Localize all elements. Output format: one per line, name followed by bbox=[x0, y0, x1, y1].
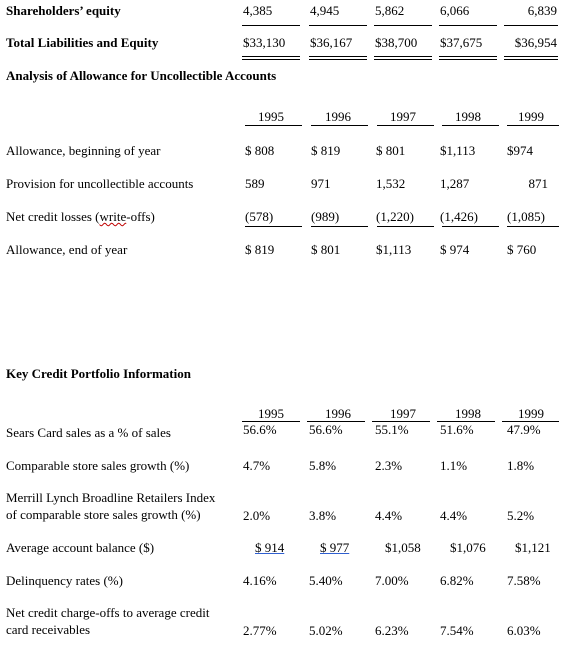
allowance-year-1997: 1997 bbox=[390, 109, 416, 124]
cell: 6.03% bbox=[507, 623, 541, 638]
rule bbox=[504, 25, 558, 26]
credit-year-1999: 1999 bbox=[518, 406, 544, 421]
cell: $ 760 bbox=[507, 242, 537, 257]
row-delinquency-rates: Delinquency rates (%) bbox=[6, 573, 123, 588]
cell: 1.8% bbox=[507, 458, 535, 473]
cell: 5.8% bbox=[309, 458, 337, 473]
double-rule bbox=[242, 56, 300, 60]
cell: 56.6% bbox=[309, 422, 343, 437]
cell: 2.0% bbox=[243, 508, 271, 523]
cell: $1,113 bbox=[376, 242, 412, 257]
cell: (1,085) bbox=[507, 209, 545, 224]
cell: 51.6% bbox=[440, 422, 474, 437]
row-allowance-beginning: Allowance, beginning of year bbox=[6, 143, 161, 158]
cell: 2.3% bbox=[375, 458, 403, 473]
cell: $1,076 bbox=[450, 540, 486, 555]
row-allowance-end: Allowance, end of year bbox=[6, 242, 128, 257]
rule bbox=[309, 25, 367, 26]
cell: 7.00% bbox=[375, 573, 409, 588]
equity-1996: 4,945 bbox=[310, 3, 340, 18]
cell: 6.23% bbox=[375, 623, 409, 638]
cell: 3.8% bbox=[309, 508, 337, 523]
rule bbox=[439, 25, 497, 26]
cell: 7.58% bbox=[507, 573, 541, 588]
row-merrill-lynch-line2: of comparable store sales growth (%) bbox=[6, 507, 201, 522]
cell: 47.9% bbox=[507, 422, 541, 437]
cell: 971 bbox=[311, 176, 331, 191]
double-rule bbox=[374, 56, 432, 60]
credit-year-1996: 1996 bbox=[325, 406, 351, 421]
spelling-mark: write bbox=[99, 209, 127, 224]
cell: 5.2% bbox=[507, 508, 535, 523]
allowance-year-1999: 1999 bbox=[518, 109, 544, 124]
cell: 871 bbox=[528, 176, 548, 191]
cell: $974 bbox=[507, 143, 533, 158]
cell: 6.82% bbox=[440, 573, 474, 588]
rule bbox=[245, 226, 302, 227]
equity-1998: 6,066 bbox=[440, 3, 470, 18]
rule bbox=[242, 25, 300, 26]
rule bbox=[311, 226, 368, 227]
row-net-credit-losses: Net credit losses (write-offs) bbox=[6, 209, 155, 224]
cell: $ 801 bbox=[376, 143, 406, 158]
allowance-year-1995: 1995 bbox=[258, 109, 284, 124]
cell: 1.1% bbox=[440, 458, 468, 473]
cell: $ 808 bbox=[245, 143, 275, 158]
equity-1997: 5,862 bbox=[375, 3, 405, 18]
allowance-year-1996: 1996 bbox=[325, 109, 351, 124]
row-average-account-balance: Average account balance ($) bbox=[6, 540, 155, 555]
cell: 4.4% bbox=[375, 508, 403, 523]
allowance-year-1998: 1998 bbox=[455, 109, 481, 124]
rule bbox=[377, 226, 434, 227]
row-merrill-lynch-line1: Merrill Lynch Broadline Retailers Index bbox=[6, 490, 216, 505]
cell: 56.6% bbox=[243, 422, 277, 437]
cell: (989) bbox=[311, 209, 340, 224]
cell: $1,058 bbox=[385, 540, 421, 555]
row-provision: Provision for uncollectible accounts bbox=[6, 176, 194, 191]
credit-year-1995: 1995 bbox=[258, 406, 284, 421]
rule bbox=[442, 226, 499, 227]
double-rule bbox=[504, 56, 558, 60]
rule bbox=[507, 125, 559, 126]
cell: $ 974 bbox=[440, 242, 470, 257]
total-1997: $38,700 bbox=[375, 35, 418, 50]
equity-1999: 6,839 bbox=[527, 3, 557, 18]
row-sears-card-sales: Sears Card sales as a % of sales bbox=[6, 425, 171, 440]
credit-year-1997: 1997 bbox=[390, 406, 416, 421]
cell: 55.1% bbox=[375, 422, 409, 437]
cell: $ 914 bbox=[255, 540, 285, 555]
allowance-title: Analysis of Allowance for Uncollectible Accounts bbox=[6, 68, 277, 83]
cell: 4.4% bbox=[440, 508, 468, 523]
cell: 4.7% bbox=[243, 458, 271, 473]
cell: 5.40% bbox=[309, 573, 343, 588]
total-1996: $36,167 bbox=[310, 35, 353, 50]
cell: 1,287 bbox=[440, 176, 470, 191]
rule bbox=[374, 25, 432, 26]
cell: 5.02% bbox=[309, 623, 343, 638]
double-rule bbox=[439, 56, 497, 60]
rule bbox=[442, 125, 499, 126]
row-comparable-store-sales: Comparable store sales growth (%) bbox=[6, 458, 190, 473]
cell: $1,113 bbox=[440, 143, 476, 158]
equity-1995: 4,385 bbox=[243, 3, 273, 18]
cell: $ 977 bbox=[320, 540, 350, 555]
cell: $1,121 bbox=[515, 540, 551, 555]
cell: $ 819 bbox=[311, 143, 341, 158]
rule bbox=[507, 226, 559, 227]
total-1999: $36,954 bbox=[514, 35, 557, 50]
rule bbox=[311, 125, 368, 126]
row-net-charge-offs-line1: Net credit charge-offs to average credit bbox=[6, 605, 210, 620]
equity-label: Shareholders’ equity bbox=[6, 3, 121, 18]
cell: (1,220) bbox=[376, 209, 414, 224]
row-net-charge-offs-line2: card receivables bbox=[6, 622, 91, 637]
cell: 4.16% bbox=[243, 573, 277, 588]
total-1998: $37,675 bbox=[440, 35, 483, 50]
cell: (578) bbox=[245, 209, 274, 224]
total-1995: $33,130 bbox=[243, 35, 286, 50]
cell: 7.54% bbox=[440, 623, 474, 638]
cell: $ 819 bbox=[245, 242, 275, 257]
double-rule bbox=[309, 56, 367, 60]
total-liabilities-label: Total Liabilities and Equity bbox=[6, 35, 159, 50]
rule bbox=[377, 125, 434, 126]
credit-title: Key Credit Portfolio Information bbox=[6, 366, 191, 381]
rule bbox=[245, 125, 302, 126]
credit-year-1998: 1998 bbox=[455, 406, 481, 421]
cell: $ 801 bbox=[311, 242, 341, 257]
cell: 589 bbox=[245, 176, 265, 191]
cell: 1,532 bbox=[376, 176, 406, 191]
cell: 2.77% bbox=[243, 623, 277, 638]
cell: (1,426) bbox=[440, 209, 478, 224]
